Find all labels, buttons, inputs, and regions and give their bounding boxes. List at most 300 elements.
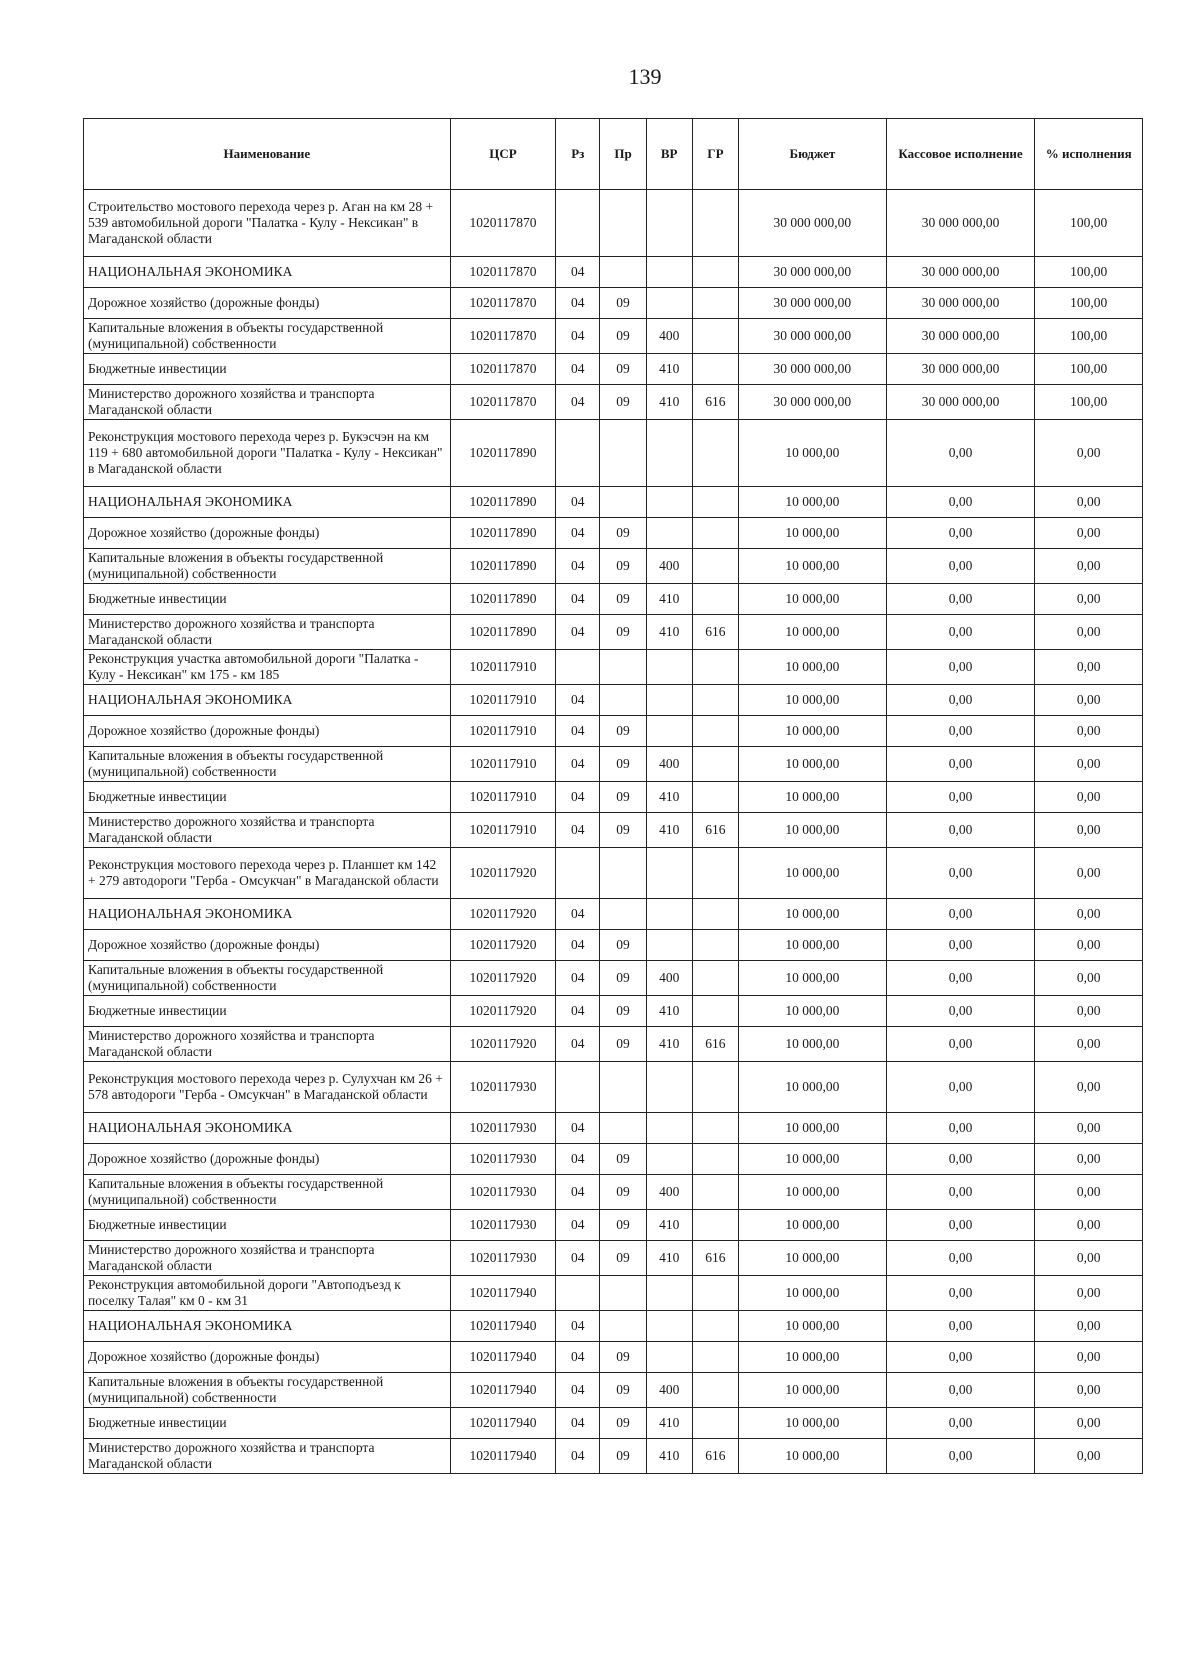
cell-cash: 0,00 — [886, 848, 1035, 899]
cell-csr: 1020117930 — [450, 1210, 555, 1241]
table-row — [84, 354, 1143, 385]
table-row — [84, 1144, 1143, 1175]
table-row — [84, 190, 1143, 257]
table-body — [84, 190, 1143, 1474]
cell-rz: 04 — [556, 813, 600, 848]
cell-vr: 400 — [646, 319, 692, 354]
cell-gr — [692, 1062, 738, 1113]
cell-rz: 04 — [556, 487, 600, 518]
cell-rz: 04 — [556, 899, 600, 930]
cell-cash: 0,00 — [886, 420, 1035, 487]
cell-cash: 0,00 — [886, 584, 1035, 615]
cell-rz: 04 — [556, 1373, 600, 1408]
cell-vr — [646, 1311, 692, 1342]
cell-gr — [692, 518, 738, 549]
header-csr: ЦСР — [450, 119, 555, 190]
table-row — [84, 615, 1143, 650]
cell-rz: 04 — [556, 1175, 600, 1210]
cell-csr: 1020117910 — [450, 650, 555, 685]
cell-percent: 0,00 — [1035, 584, 1143, 615]
cell-budget: 10 000,00 — [739, 1210, 887, 1241]
cell-gr: 616 — [692, 615, 738, 650]
cell-pr: 09 — [600, 518, 646, 549]
cell-csr: 1020117910 — [450, 813, 555, 848]
cell-gr — [692, 487, 738, 518]
cell-name: Дорожное хозяйство (дорожные фонды) — [84, 930, 451, 961]
cell-vr — [646, 257, 692, 288]
cell-pr — [600, 1311, 646, 1342]
cell-percent: 0,00 — [1035, 1408, 1143, 1439]
cell-name: Строительство мостового перехода через р. Аган на км 28 + 539 автомобильной дороги "Палатка - Кулу - Нексикан" в Магаданской области — [84, 190, 451, 257]
cell-csr: 1020117890 — [450, 487, 555, 518]
cell-budget: 10 000,00 — [739, 899, 887, 930]
cell-cash: 0,00 — [886, 1062, 1035, 1113]
cell-csr: 1020117910 — [450, 716, 555, 747]
cell-gr — [692, 1342, 738, 1373]
cell-budget: 10 000,00 — [739, 1113, 887, 1144]
cell-pr — [600, 685, 646, 716]
table-row — [84, 420, 1143, 487]
table-row — [84, 1439, 1143, 1474]
cell-percent: 0,00 — [1035, 930, 1143, 961]
cell-name: Капитальные вложения в объекты государственной (муниципальной) собственности — [84, 549, 451, 584]
cell-name: НАЦИОНАЛЬНАЯ ЭКОНОМИКА — [84, 1311, 451, 1342]
cell-rz: 04 — [556, 385, 600, 420]
cell-budget: 10 000,00 — [739, 1342, 887, 1373]
cell-percent: 0,00 — [1035, 782, 1143, 813]
cell-csr: 1020117920 — [450, 996, 555, 1027]
cell-rz: 04 — [556, 961, 600, 996]
cell-budget: 10 000,00 — [739, 930, 887, 961]
cell-rz — [556, 1062, 600, 1113]
cell-vr — [646, 930, 692, 961]
table-header-row — [84, 119, 1143, 190]
cell-budget: 10 000,00 — [739, 584, 887, 615]
cell-percent: 0,00 — [1035, 813, 1143, 848]
cell-csr: 1020117890 — [450, 615, 555, 650]
cell-rz — [556, 848, 600, 899]
cell-gr — [692, 782, 738, 813]
cell-gr: 616 — [692, 813, 738, 848]
cell-vr — [646, 420, 692, 487]
cell-rz — [556, 1276, 600, 1311]
cell-pr — [600, 650, 646, 685]
cell-gr — [692, 584, 738, 615]
cell-gr — [692, 930, 738, 961]
cell-csr: 1020117910 — [450, 747, 555, 782]
cell-rz: 04 — [556, 1113, 600, 1144]
cell-csr: 1020117870 — [450, 385, 555, 420]
table-row — [84, 1276, 1143, 1311]
cell-csr: 1020117930 — [450, 1241, 555, 1276]
cell-budget: 10 000,00 — [739, 813, 887, 848]
cell-budget: 10 000,00 — [739, 518, 887, 549]
cell-cash: 0,00 — [886, 518, 1035, 549]
cell-gr — [692, 354, 738, 385]
table-row — [84, 257, 1143, 288]
cell-vr — [646, 487, 692, 518]
cell-rz: 04 — [556, 288, 600, 319]
cell-pr: 09 — [600, 615, 646, 650]
cell-cash: 0,00 — [886, 615, 1035, 650]
cell-percent: 0,00 — [1035, 1311, 1143, 1342]
cell-pr — [600, 1062, 646, 1113]
cell-budget: 10 000,00 — [739, 685, 887, 716]
cell-percent: 0,00 — [1035, 650, 1143, 685]
cell-pr: 09 — [600, 354, 646, 385]
cell-name: Министерство дорожного хозяйства и транспорта Магаданской области — [84, 615, 451, 650]
cell-cash: 30 000 000,00 — [886, 385, 1035, 420]
cell-rz — [556, 650, 600, 685]
cell-name: Министерство дорожного хозяйства и транспорта Магаданской области — [84, 813, 451, 848]
cell-rz: 04 — [556, 1408, 600, 1439]
cell-gr — [692, 257, 738, 288]
table-row — [84, 1062, 1143, 1113]
cell-percent: 0,00 — [1035, 1373, 1143, 1408]
cell-percent: 0,00 — [1035, 685, 1143, 716]
cell-csr: 1020117930 — [450, 1144, 555, 1175]
cell-percent: 100,00 — [1035, 354, 1143, 385]
cell-rz: 04 — [556, 1439, 600, 1474]
cell-csr: 1020117890 — [450, 518, 555, 549]
cell-cash: 0,00 — [886, 549, 1035, 584]
cell-rz: 04 — [556, 615, 600, 650]
cell-gr — [692, 747, 738, 782]
cell-cash: 0,00 — [886, 961, 1035, 996]
cell-pr: 09 — [600, 1439, 646, 1474]
cell-cash: 30 000 000,00 — [886, 257, 1035, 288]
table-row — [84, 1113, 1143, 1144]
cell-gr: 616 — [692, 1439, 738, 1474]
cell-pr — [600, 899, 646, 930]
cell-csr: 1020117920 — [450, 899, 555, 930]
cell-vr: 400 — [646, 961, 692, 996]
cell-pr: 09 — [600, 747, 646, 782]
cell-name: Капитальные вложения в объекты государственной (муниципальной) собственности — [84, 747, 451, 782]
cell-vr: 400 — [646, 1175, 692, 1210]
cell-name: НАЦИОНАЛЬНАЯ ЭКОНОМИКА — [84, 685, 451, 716]
cell-cash: 0,00 — [886, 1439, 1035, 1474]
cell-cash: 0,00 — [886, 1175, 1035, 1210]
cell-rz: 04 — [556, 1144, 600, 1175]
cell-gr — [692, 319, 738, 354]
cell-pr: 09 — [600, 385, 646, 420]
cell-csr: 1020117930 — [450, 1113, 555, 1144]
cell-name: НАЦИОНАЛЬНАЯ ЭКОНОМИКА — [84, 899, 451, 930]
cell-percent: 0,00 — [1035, 487, 1143, 518]
cell-budget: 10 000,00 — [739, 1439, 887, 1474]
cell-gr — [692, 996, 738, 1027]
cell-csr: 1020117890 — [450, 549, 555, 584]
table-row — [84, 961, 1143, 996]
cell-csr: 1020117940 — [450, 1342, 555, 1373]
cell-gr — [692, 1210, 738, 1241]
cell-cash: 0,00 — [886, 1342, 1035, 1373]
cell-budget: 10 000,00 — [739, 996, 887, 1027]
cell-rz: 04 — [556, 549, 600, 584]
cell-gr — [692, 1311, 738, 1342]
cell-budget: 30 000 000,00 — [739, 319, 887, 354]
cell-cash: 0,00 — [886, 685, 1035, 716]
cell-name: НАЦИОНАЛЬНАЯ ЭКОНОМИКА — [84, 257, 451, 288]
cell-rz — [556, 420, 600, 487]
cell-gr — [692, 1175, 738, 1210]
cell-rz: 04 — [556, 354, 600, 385]
table-row — [84, 899, 1143, 930]
table-row — [84, 518, 1143, 549]
cell-rz: 04 — [556, 1311, 600, 1342]
cell-rz: 04 — [556, 518, 600, 549]
cell-vr: 410 — [646, 996, 692, 1027]
cell-name: Капитальные вложения в объекты государственной (муниципальной) собственности — [84, 1373, 451, 1408]
cell-cash: 0,00 — [886, 1373, 1035, 1408]
cell-pr: 09 — [600, 1175, 646, 1210]
table-row — [84, 650, 1143, 685]
cell-vr: 400 — [646, 747, 692, 782]
cell-vr — [646, 685, 692, 716]
cell-vr: 410 — [646, 1241, 692, 1276]
cell-budget: 10 000,00 — [739, 1408, 887, 1439]
cell-pr: 09 — [600, 1241, 646, 1276]
cell-gr — [692, 650, 738, 685]
cell-percent: 0,00 — [1035, 1241, 1143, 1276]
table-row — [84, 385, 1143, 420]
cell-gr — [692, 899, 738, 930]
cell-gr — [692, 190, 738, 257]
cell-gr: 616 — [692, 385, 738, 420]
cell-percent: 0,00 — [1035, 1113, 1143, 1144]
cell-rz: 04 — [556, 685, 600, 716]
cell-cash: 30 000 000,00 — [886, 354, 1035, 385]
cell-rz: 04 — [556, 1241, 600, 1276]
table-row — [84, 487, 1143, 518]
cell-budget: 30 000 000,00 — [739, 288, 887, 319]
cell-percent: 0,00 — [1035, 1276, 1143, 1311]
cell-pr — [600, 257, 646, 288]
cell-rz: 04 — [556, 257, 600, 288]
cell-csr: 1020117870 — [450, 319, 555, 354]
cell-budget: 10 000,00 — [739, 1241, 887, 1276]
table-row — [84, 685, 1143, 716]
cell-rz: 04 — [556, 930, 600, 961]
cell-csr: 1020117870 — [450, 288, 555, 319]
cell-vr: 410 — [646, 615, 692, 650]
cell-vr: 400 — [646, 549, 692, 584]
cell-gr — [692, 1276, 738, 1311]
cell-csr: 1020117870 — [450, 354, 555, 385]
cell-vr — [646, 1062, 692, 1113]
cell-cash: 30 000 000,00 — [886, 190, 1035, 257]
cell-vr — [646, 716, 692, 747]
cell-budget: 10 000,00 — [739, 716, 887, 747]
cell-name: Капитальные вложения в объекты государственной (муниципальной) собственности — [84, 1175, 451, 1210]
cell-vr — [646, 1342, 692, 1373]
cell-percent: 100,00 — [1035, 257, 1143, 288]
cell-budget: 30 000 000,00 — [739, 190, 887, 257]
cell-name: Дорожное хозяйство (дорожные фонды) — [84, 1144, 451, 1175]
cell-pr: 09 — [600, 319, 646, 354]
cell-csr: 1020117930 — [450, 1175, 555, 1210]
cell-vr — [646, 899, 692, 930]
cell-percent: 0,00 — [1035, 716, 1143, 747]
table-row — [84, 319, 1143, 354]
cell-percent: 0,00 — [1035, 518, 1143, 549]
cell-pr — [600, 1113, 646, 1144]
cell-name: Дорожное хозяйство (дорожные фонды) — [84, 716, 451, 747]
cell-vr: 410 — [646, 584, 692, 615]
cell-name: Реконструкция мостового перехода через р. Букэсчэн на км 119 + 680 автомобильной дороги "Палатка - Кулу - Нексикан" в Магаданской области — [84, 420, 451, 487]
cell-pr — [600, 848, 646, 899]
cell-cash: 30 000 000,00 — [886, 319, 1035, 354]
table-row — [84, 716, 1143, 747]
table-row — [84, 288, 1143, 319]
cell-budget: 10 000,00 — [739, 848, 887, 899]
cell-percent: 0,00 — [1035, 848, 1143, 899]
cell-vr — [646, 288, 692, 319]
cell-percent: 0,00 — [1035, 615, 1143, 650]
cell-cash: 0,00 — [886, 813, 1035, 848]
cell-percent: 0,00 — [1035, 1062, 1143, 1113]
cell-cash: 0,00 — [886, 1311, 1035, 1342]
header-pr: Пр — [600, 119, 646, 190]
cell-vr — [646, 518, 692, 549]
cell-pr: 09 — [600, 1373, 646, 1408]
cell-pr — [600, 190, 646, 257]
cell-cash: 0,00 — [886, 716, 1035, 747]
cell-pr: 09 — [600, 1144, 646, 1175]
cell-vr: 400 — [646, 1373, 692, 1408]
cell-name: Бюджетные инвестиции — [84, 584, 451, 615]
cell-budget: 30 000 000,00 — [739, 354, 887, 385]
cell-vr: 410 — [646, 1408, 692, 1439]
cell-cash: 0,00 — [886, 1113, 1035, 1144]
header-budget: Бюджет — [739, 119, 887, 190]
cell-percent: 0,00 — [1035, 961, 1143, 996]
cell-pr: 09 — [600, 1408, 646, 1439]
table-row — [84, 1241, 1143, 1276]
cell-pr: 09 — [600, 1210, 646, 1241]
cell-budget: 10 000,00 — [739, 747, 887, 782]
cell-csr: 1020117910 — [450, 685, 555, 716]
table-row — [84, 549, 1143, 584]
cell-csr: 1020117920 — [450, 848, 555, 899]
cell-rz: 04 — [556, 782, 600, 813]
cell-rz — [556, 190, 600, 257]
cell-csr: 1020117940 — [450, 1439, 555, 1474]
cell-vr: 410 — [646, 1439, 692, 1474]
cell-budget: 10 000,00 — [739, 1276, 887, 1311]
cell-cash: 30 000 000,00 — [886, 288, 1035, 319]
cell-vr — [646, 650, 692, 685]
cell-name: Реконструкция автомобильной дороги "Автоподъезд к поселку Талая" км 0 - км 31 — [84, 1276, 451, 1311]
cell-cash: 0,00 — [886, 1144, 1035, 1175]
cell-name: Бюджетные инвестиции — [84, 1210, 451, 1241]
cell-name: Дорожное хозяйство (дорожные фонды) — [84, 1342, 451, 1373]
cell-gr — [692, 549, 738, 584]
table-row — [84, 1342, 1143, 1373]
header-percent: % исполнения — [1035, 119, 1143, 190]
cell-name: Бюджетные инвестиции — [84, 354, 451, 385]
cell-csr: 1020117870 — [450, 257, 555, 288]
cell-budget: 10 000,00 — [739, 549, 887, 584]
cell-csr: 1020117870 — [450, 190, 555, 257]
cell-percent: 0,00 — [1035, 1175, 1143, 1210]
cell-name: Реконструкция мостового перехода через р. Сулухчан км 26 + 578 автодороги "Герба - Омсукчан" в Магаданской области — [84, 1062, 451, 1113]
header-rz: Рз — [556, 119, 600, 190]
cell-cash: 0,00 — [886, 650, 1035, 685]
cell-name: Министерство дорожного хозяйства и транспорта Магаданской области — [84, 385, 451, 420]
cell-vr — [646, 1113, 692, 1144]
cell-name: Министерство дорожного хозяйства и транспорта Магаданской области — [84, 1241, 451, 1276]
cell-pr: 09 — [600, 716, 646, 747]
cell-cash: 0,00 — [886, 747, 1035, 782]
cell-budget: 30 000 000,00 — [739, 257, 887, 288]
cell-rz: 04 — [556, 1210, 600, 1241]
cell-percent: 0,00 — [1035, 1027, 1143, 1062]
cell-csr: 1020117940 — [450, 1373, 555, 1408]
cell-cash: 0,00 — [886, 782, 1035, 813]
cell-cash: 0,00 — [886, 1408, 1035, 1439]
cell-percent: 0,00 — [1035, 1144, 1143, 1175]
cell-vr: 410 — [646, 1027, 692, 1062]
cell-percent: 0,00 — [1035, 1439, 1143, 1474]
header-vr: ВР — [646, 119, 692, 190]
cell-budget: 10 000,00 — [739, 1311, 887, 1342]
cell-cash: 0,00 — [886, 899, 1035, 930]
cell-name: Бюджетные инвестиции — [84, 996, 451, 1027]
cell-pr — [600, 420, 646, 487]
cell-cash: 0,00 — [886, 1027, 1035, 1062]
cell-gr — [692, 716, 738, 747]
cell-rz: 04 — [556, 319, 600, 354]
cell-csr: 1020117890 — [450, 420, 555, 487]
cell-pr: 09 — [600, 996, 646, 1027]
cell-rz: 04 — [556, 996, 600, 1027]
cell-budget: 10 000,00 — [739, 961, 887, 996]
cell-percent: 0,00 — [1035, 1342, 1143, 1373]
table-row — [84, 1408, 1143, 1439]
cell-pr — [600, 1276, 646, 1311]
cell-name: Дорожное хозяйство (дорожные фонды) — [84, 288, 451, 319]
cell-pr: 09 — [600, 584, 646, 615]
cell-vr — [646, 848, 692, 899]
cell-pr: 09 — [600, 1342, 646, 1373]
cell-budget: 10 000,00 — [739, 650, 887, 685]
cell-vr: 410 — [646, 782, 692, 813]
cell-rz: 04 — [556, 584, 600, 615]
cell-rz: 04 — [556, 1027, 600, 1062]
cell-pr — [600, 487, 646, 518]
cell-gr — [692, 1113, 738, 1144]
cell-name: Капитальные вложения в объекты государственной (муниципальной) собственности — [84, 961, 451, 996]
cell-vr — [646, 1276, 692, 1311]
cell-vr: 410 — [646, 354, 692, 385]
cell-name: Бюджетные инвестиции — [84, 1408, 451, 1439]
cell-cash: 0,00 — [886, 1210, 1035, 1241]
cell-name: Бюджетные инвестиции — [84, 782, 451, 813]
cell-csr: 1020117920 — [450, 1027, 555, 1062]
cell-percent: 100,00 — [1035, 385, 1143, 420]
cell-vr — [646, 190, 692, 257]
cell-gr — [692, 848, 738, 899]
cell-cash: 0,00 — [886, 1241, 1035, 1276]
cell-pr: 09 — [600, 1027, 646, 1062]
table-row — [84, 996, 1143, 1027]
cell-rz: 04 — [556, 716, 600, 747]
cell-percent: 100,00 — [1035, 288, 1143, 319]
cell-csr: 1020117910 — [450, 782, 555, 813]
cell-percent: 0,00 — [1035, 996, 1143, 1027]
